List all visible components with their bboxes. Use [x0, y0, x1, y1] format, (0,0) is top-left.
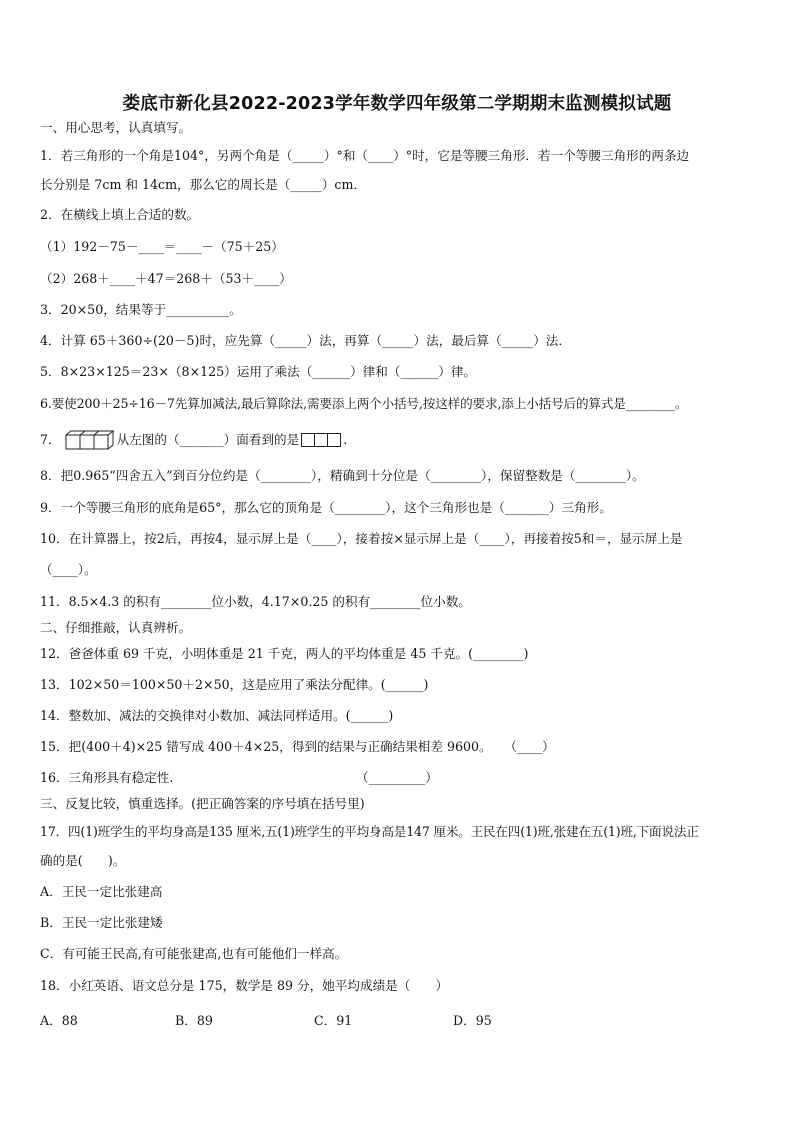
question-14: 14．整数加、减法的交换律对小数加、减法同样适用。(______): [40, 708, 394, 723]
section-3-heading: 三、反复比较，慎重选择。(把正确答案的序号填在括号里): [40, 796, 365, 811]
three-cubes-figure-icon: [65, 429, 115, 451]
question-10-line-2: （____）。: [40, 562, 97, 577]
question-17-line-2: 确的是( )。: [40, 853, 126, 868]
question-18-option-a: A．88: [40, 1013, 78, 1028]
question-4: 4．计算 65＋360÷(20－5)时，应先算（_____）法，再算（_____）法，最后算（_____）法．: [40, 333, 571, 348]
question-9: 9．一个等腰三角形的底角是65°，那么它的顶角是（________），这个三角形也是（_______）三角形。: [40, 500, 612, 515]
question-11: 11．8.5×4.3 的积有________位小数，4.17×0.25 的积有________位小数。: [40, 594, 471, 609]
question-2: 2．在横线上填上合适的数。: [40, 207, 200, 222]
question-10-line-1: 10．在计算器上，按2后，再按4，显示屏上是（____），接着按×显示屏上是（____），再接着按5和＝，显示屏上是: [40, 531, 683, 546]
section-1-heading: 一、用心思考，认真填写。: [40, 120, 192, 135]
question-18-option-c: C．91: [314, 1013, 353, 1028]
question-7-number: 7．: [40, 432, 61, 447]
question-8: 8．把0.965“四舍五入”到百分位约是（________），精确到十分位是（________），保留整数是（________）。: [40, 468, 645, 483]
question-18-options: [40, 1010, 762, 1026]
question-18-option-b: B．89: [175, 1013, 213, 1028]
question-6: 6.要使200＋25÷16－7先算加减法,最后算除法,需要添上两个小括号,按这样的要求,添上小括号后的算式是________。: [40, 396, 688, 411]
question-17-option-a: A．王民一定比张建高: [40, 884, 163, 899]
question-1-line-2: 长分别是 7cm 和 14cm，那么它的周长是（_____）cm．: [40, 177, 367, 192]
question-2-part-1: （1）192－75－____＝____－（75＋25）: [40, 239, 284, 254]
three-squares-view-icon: [301, 433, 341, 447]
question-16: 16．三角形具有稳定性. （_________）: [40, 770, 438, 785]
question-18: 18．小红英语、语文总分是 175，数学是 89 分，她平均成绩是（ ）: [40, 978, 449, 993]
question-5: 5．8×23×125＝23×（8×125）运用了乘法（______）律和（______）律。: [40, 364, 477, 379]
question-17-line-1: 17．四(1)班学生的平均身高是135 厘米,五(1)班学生的平均身高是147 厘米。王民在四(1)班,张建在五(1)班,下面说法正: [40, 824, 699, 839]
question-7-end: .: [343, 432, 348, 447]
question-2-part-2: （2）268＋____＋47＝268＋（53＋____）: [40, 271, 292, 286]
question-7-text: 从左图的（_______）面看到的是: [116, 432, 300, 447]
question-18-option-d: D．95: [453, 1013, 492, 1028]
question-1-line-1: 1．若三角形的一个角是104°，另两个角是（_____）°和（____）°时，它是等腰三角形．若一个等腰三角形的两条边: [40, 148, 690, 163]
question-13: 13．102×50＝100×50＋2×50，这是应用了乘法分配律。(______): [40, 677, 429, 692]
question-7: [40, 428, 762, 452]
section-2-heading: 二、仔细推敲，认真辨析。: [40, 620, 192, 635]
question-12: 12．爸爸体重 69 千克，小明体重是 21 千克，两人的平均体重是 45 千克。(________): [40, 646, 529, 661]
question-3: 3．20×50，结果等于__________。: [40, 302, 242, 317]
question-15: 15．把(400＋4)×25 错写成 400＋4×25，得到的结果与正确结果相差 9600。 （____）: [40, 739, 555, 754]
page-title: 娄底市新化县2022-2023学年数学四年级第二学期期末监测模拟试题: [122, 94, 672, 114]
question-17-option-c: C．有可能王民高,有可能张建高,也有可能他们一样高。: [40, 946, 348, 961]
question-17-option-b: B．王民一定比张建矮: [40, 915, 163, 930]
